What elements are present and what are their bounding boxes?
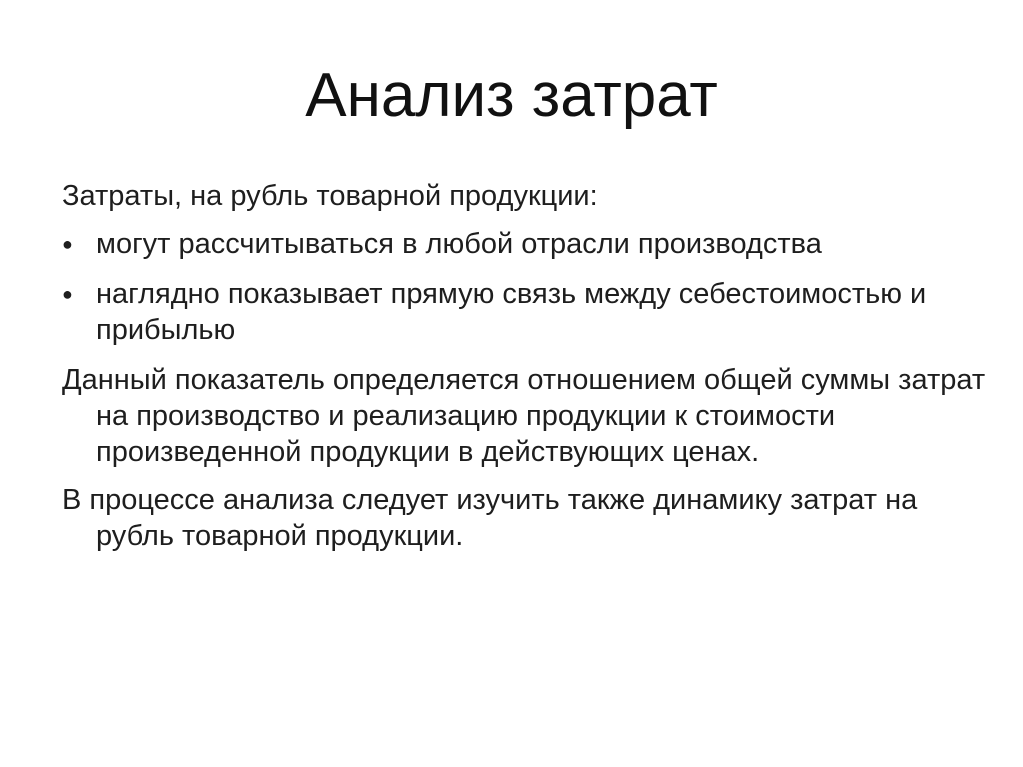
intro-text: Затраты, на рубль товарной продукции: [62, 180, 598, 212]
slide-body [62, 178, 992, 566]
bullet-item [62, 226, 992, 262]
slide-title: Анализ затрат [305, 61, 718, 130]
bullet-text: могут рассчитываться в любой отрасли производства [96, 228, 822, 260]
bullet-list [62, 226, 992, 348]
bullet-icon: ● [62, 284, 73, 304]
bullet-item [62, 276, 992, 348]
bullet-text: наглядно показывает прямую связь между себестоимостью и прибылью [96, 278, 927, 346]
analysis-paragraph: В процессе анализа следует изучить также динамику затрат на рубль товарной продукции. [62, 484, 918, 552]
definition-paragraph: Данный показатель определяется отношением общей суммы затрат на производство и реализацию продукции к стоимости произведенной продукции в действующих ценах. [62, 364, 986, 468]
bullet-icon: ● [62, 234, 73, 254]
